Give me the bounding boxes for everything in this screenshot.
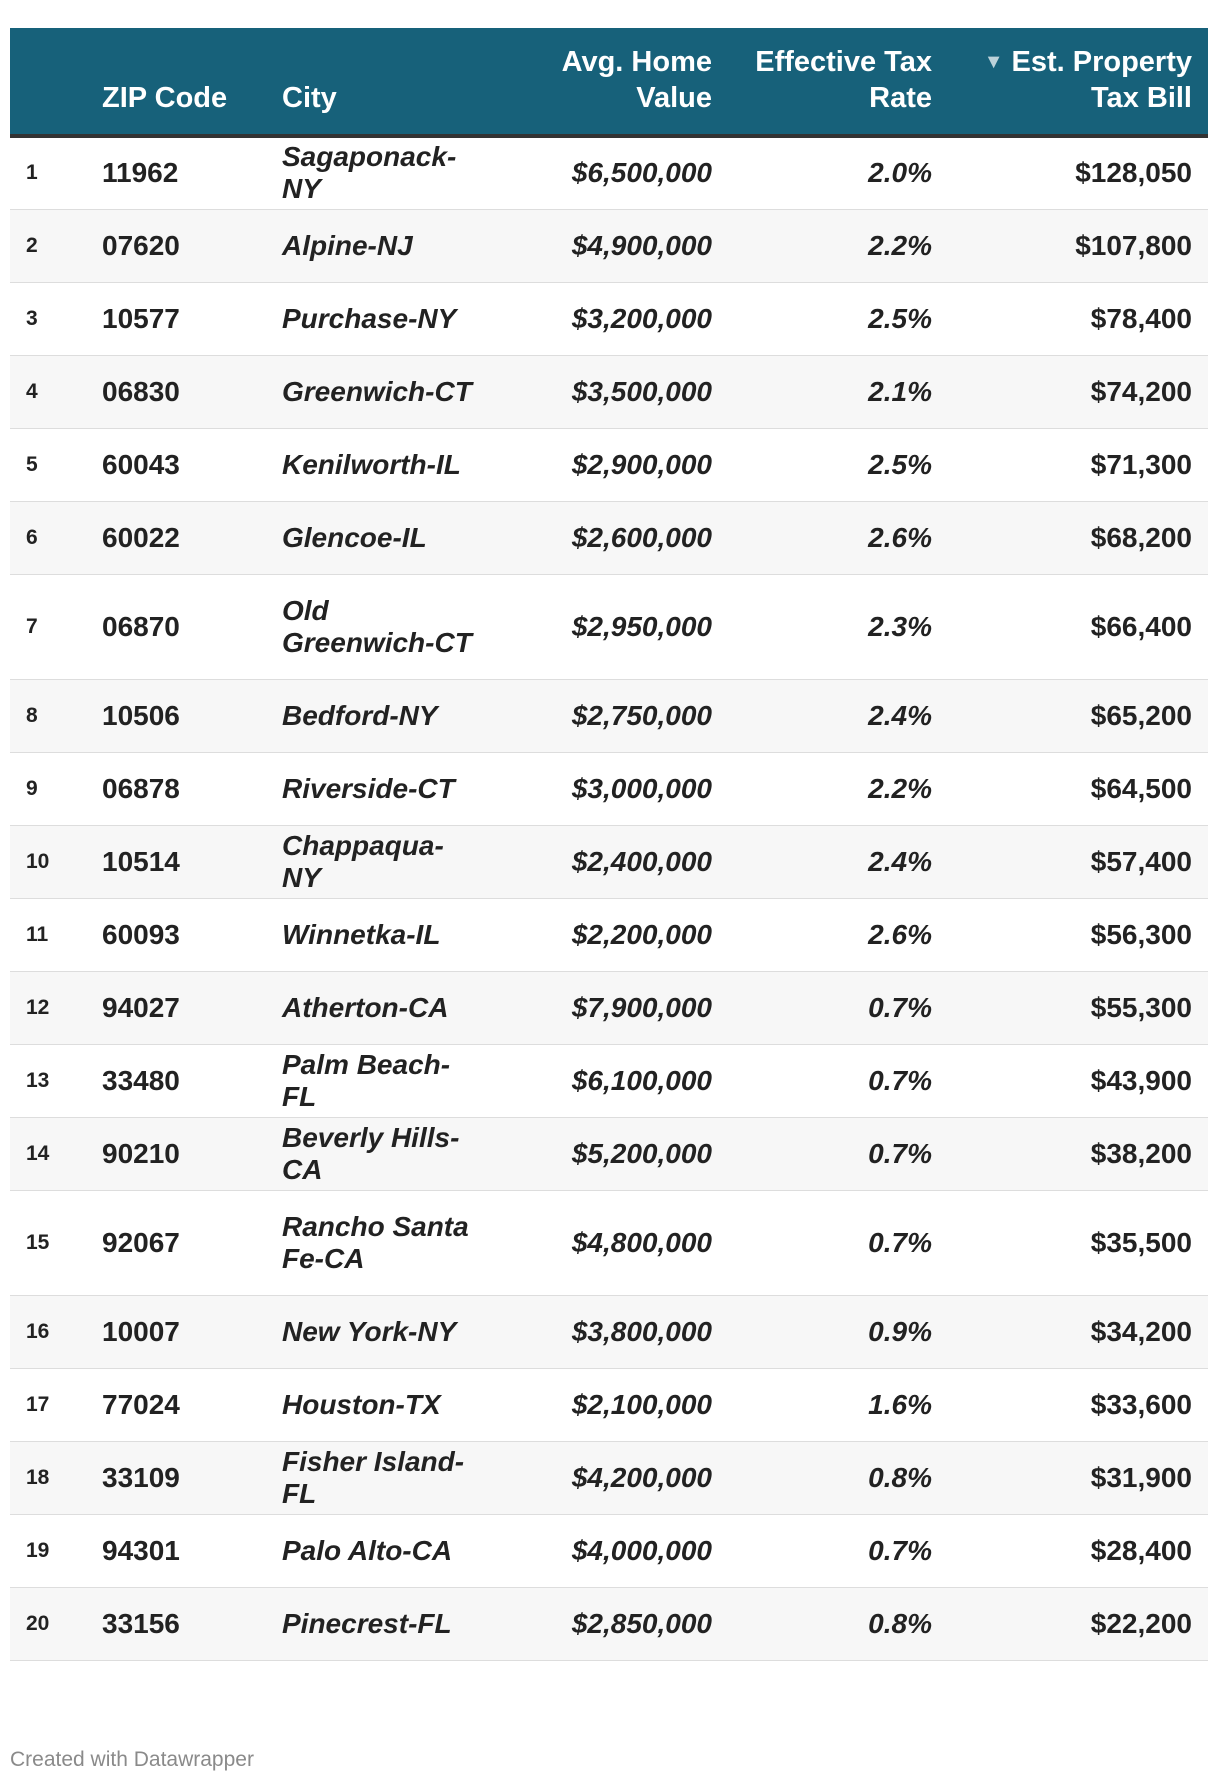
- table-row: [10, 1190, 1208, 1295]
- city-name: Palo Alto-CA: [282, 1534, 453, 1566]
- zip-cell: 77024: [86, 1368, 266, 1441]
- table-row: [10, 1587, 1208, 1660]
- tax-rate-cell: 2.6%: [728, 898, 948, 971]
- zip-cell: 33156: [86, 1587, 266, 1660]
- zip-cell: 33480: [86, 1044, 266, 1117]
- home-value-cell: $2,100,000: [492, 1368, 728, 1441]
- home-value-cell: $2,400,000: [492, 825, 728, 898]
- zip-cell: 11962: [86, 136, 266, 209]
- table-row: [10, 574, 1208, 679]
- table-row: [10, 1295, 1208, 1368]
- city-name: Fisher Island-FL: [282, 1445, 465, 1509]
- footer-credit: Created with Datawrapper: [10, 1748, 254, 1771]
- tax-bill-cell: $65,200: [948, 679, 1208, 752]
- tax-rate-cell: 1.6%: [728, 1368, 948, 1441]
- tax-bill-cell: $66,400: [948, 574, 1208, 679]
- data-table-container: [10, 28, 1208, 1661]
- column-header-tax-rate-label: Effective Tax Rate: [755, 46, 932, 114]
- city-cell: [266, 1441, 492, 1514]
- zip-cell: 10514: [86, 825, 266, 898]
- tax-bill-cell: $35,500: [948, 1190, 1208, 1295]
- tax-bill-cell: $33,600: [948, 1368, 1208, 1441]
- home-value-cell: $7,900,000: [492, 971, 728, 1044]
- table-row: [10, 898, 1208, 971]
- home-value-cell: $4,800,000: [492, 1190, 728, 1295]
- home-value-cell: $3,200,000: [492, 282, 728, 355]
- home-value-cell: $6,500,000: [492, 136, 728, 209]
- tax-rate-cell: 0.9%: [728, 1295, 948, 1368]
- tax-rate-cell: 0.7%: [728, 971, 948, 1044]
- table-row: [10, 1044, 1208, 1117]
- column-header-tax-bill-label: Est. Property Tax Bill: [1011, 46, 1192, 114]
- zip-cell: 10007: [86, 1295, 266, 1368]
- zip-cell: 60043: [86, 428, 266, 501]
- table-body: [10, 136, 1208, 1660]
- tax-rate-cell: 0.7%: [728, 1514, 948, 1587]
- tax-bill-cell: $31,900: [948, 1441, 1208, 1514]
- tax-rate-cell: 2.4%: [728, 825, 948, 898]
- tax-rate-cell: 0.8%: [728, 1587, 948, 1660]
- city-cell: [266, 209, 492, 282]
- home-value-cell: $5,200,000: [492, 1117, 728, 1190]
- city-name: Kenilworth-IL: [282, 448, 461, 480]
- tax-bill-cell: $64,500: [948, 752, 1208, 825]
- tax-bill-cell: $71,300: [948, 428, 1208, 501]
- rank-cell: 10: [10, 825, 86, 898]
- city-name: Alpine-NJ: [282, 229, 413, 261]
- city-name: Beverly Hills-CA: [282, 1121, 460, 1185]
- tax-bill-cell: $107,800: [948, 209, 1208, 282]
- table-row: [10, 825, 1208, 898]
- tax-rate-cell: 0.8%: [728, 1441, 948, 1514]
- home-value-cell: $4,900,000: [492, 209, 728, 282]
- home-value-cell: $4,200,000: [492, 1441, 728, 1514]
- city-name: Old Greenwich-CT: [282, 594, 472, 658]
- city-cell: [266, 1190, 492, 1295]
- city-cell: [266, 1295, 492, 1368]
- city-name: Chappaqua-NY: [282, 829, 444, 893]
- city-name: Pinecrest-FL: [282, 1607, 452, 1639]
- table-header-row: [10, 28, 1208, 136]
- table-row: [10, 1117, 1208, 1190]
- city-cell: [266, 898, 492, 971]
- zip-cell: 33109: [86, 1441, 266, 1514]
- tax-bill-cell: $56,300: [948, 898, 1208, 971]
- city-cell: [266, 1514, 492, 1587]
- table-row: [10, 679, 1208, 752]
- tax-bill-cell: $57,400: [948, 825, 1208, 898]
- rank-cell: 13: [10, 1044, 86, 1117]
- city-cell: [266, 1044, 492, 1117]
- city-name: New York-NY: [282, 1315, 457, 1347]
- table-row: [10, 1514, 1208, 1587]
- city-name: Riverside-CT: [282, 772, 455, 804]
- table-row: [10, 1368, 1208, 1441]
- zip-cell: 10577: [86, 282, 266, 355]
- home-value-cell: $3,500,000: [492, 355, 728, 428]
- city-cell: [266, 679, 492, 752]
- home-value-cell: $2,850,000: [492, 1587, 728, 1660]
- rank-cell: 9: [10, 752, 86, 825]
- rank-cell: 19: [10, 1514, 86, 1587]
- table-row: [10, 752, 1208, 825]
- city-name: Atherton-CA: [282, 991, 449, 1023]
- tax-rate-cell: 2.1%: [728, 355, 948, 428]
- city-name: Glencoe-IL: [282, 521, 427, 553]
- tax-rate-cell: 2.0%: [728, 136, 948, 209]
- rank-cell: 16: [10, 1295, 86, 1368]
- city-cell: [266, 574, 492, 679]
- column-header-city[interactable]: City: [266, 28, 492, 136]
- table-row: [10, 501, 1208, 574]
- rank-cell: 2: [10, 209, 86, 282]
- zip-cell: 90210: [86, 1117, 266, 1190]
- property-tax-table: [10, 28, 1208, 1661]
- tax-rate-cell: 2.5%: [728, 428, 948, 501]
- tax-rate-cell: 2.5%: [728, 282, 948, 355]
- tax-bill-cell: $22,200: [948, 1587, 1208, 1660]
- city-name: Houston-TX: [282, 1388, 441, 1420]
- tax-rate-cell: 2.3%: [728, 574, 948, 679]
- rank-cell: 8: [10, 679, 86, 752]
- city-name: Winnetka-IL: [282, 918, 441, 950]
- rank-cell: 4: [10, 355, 86, 428]
- city-cell: [266, 282, 492, 355]
- zip-cell: 07620: [86, 209, 266, 282]
- zip-cell: 60093: [86, 898, 266, 971]
- tax-bill-cell: $68,200: [948, 501, 1208, 574]
- table-row: [10, 355, 1208, 428]
- table-row: [10, 209, 1208, 282]
- zip-cell: 94027: [86, 971, 266, 1044]
- city-cell: [266, 136, 492, 209]
- sort-descending-icon: ▼: [983, 51, 1004, 73]
- zip-cell: 06870: [86, 574, 266, 679]
- home-value-cell: $4,000,000: [492, 1514, 728, 1587]
- tax-bill-cell: $128,050: [948, 136, 1208, 209]
- rank-cell: 14: [10, 1117, 86, 1190]
- rank-cell: 17: [10, 1368, 86, 1441]
- rank-cell: 5: [10, 428, 86, 501]
- home-value-cell: $2,200,000: [492, 898, 728, 971]
- rank-cell: 12: [10, 971, 86, 1044]
- tax-bill-cell: $74,200: [948, 355, 1208, 428]
- city-name: Greenwich-CT: [282, 375, 472, 407]
- rank-cell: 11: [10, 898, 86, 971]
- zip-cell: 10506: [86, 679, 266, 752]
- table-row: [10, 136, 1208, 209]
- tax-bill-cell: $78,400: [948, 282, 1208, 355]
- city-cell: [266, 752, 492, 825]
- rank-cell: 20: [10, 1587, 86, 1660]
- city-name: Rancho Santa Fe-CA: [282, 1210, 469, 1274]
- tax-rate-cell: 0.7%: [728, 1117, 948, 1190]
- city-name: Sagaponack-NY: [282, 141, 457, 205]
- tax-bill-cell: $34,200: [948, 1295, 1208, 1368]
- zip-cell: 06830: [86, 355, 266, 428]
- city-name: Bedford-NY: [282, 699, 438, 731]
- city-cell: [266, 1368, 492, 1441]
- column-header-rank[interactable]: [10, 28, 86, 136]
- column-header-home-value[interactable]: [492, 28, 728, 136]
- tax-bill-cell: $55,300: [948, 971, 1208, 1044]
- rank-cell: 3: [10, 282, 86, 355]
- zip-cell: 92067: [86, 1190, 266, 1295]
- tax-bill-cell: $28,400: [948, 1514, 1208, 1587]
- city-name: Palm Beach-FL: [282, 1048, 451, 1112]
- city-cell: [266, 825, 492, 898]
- column-header-tax-rate[interactable]: [728, 28, 948, 136]
- zip-cell: 94301: [86, 1514, 266, 1587]
- column-header-home-value-label: Avg. Home Value: [561, 46, 712, 114]
- home-value-cell: $6,100,000: [492, 1044, 728, 1117]
- rank-cell: 7: [10, 574, 86, 679]
- city-cell: [266, 355, 492, 428]
- tax-rate-cell: 0.7%: [728, 1190, 948, 1295]
- city-cell: [266, 1117, 492, 1190]
- table-row: [10, 282, 1208, 355]
- tax-rate-cell: 2.4%: [728, 679, 948, 752]
- tax-bill-cell: $38,200: [948, 1117, 1208, 1190]
- home-value-cell: $2,900,000: [492, 428, 728, 501]
- tax-rate-cell: 2.6%: [728, 501, 948, 574]
- rank-cell: 1: [10, 136, 86, 209]
- rank-cell: 18: [10, 1441, 86, 1514]
- zip-cell: 06878: [86, 752, 266, 825]
- home-value-cell: $2,950,000: [492, 574, 728, 679]
- column-header-zip[interactable]: ZIP Code: [86, 28, 266, 136]
- tax-rate-cell: 0.7%: [728, 1044, 948, 1117]
- city-cell: [266, 428, 492, 501]
- home-value-cell: $3,000,000: [492, 752, 728, 825]
- tax-rate-cell: 2.2%: [728, 209, 948, 282]
- table-row: [10, 1441, 1208, 1514]
- city-cell: [266, 971, 492, 1044]
- table-row: [10, 428, 1208, 501]
- column-header-tax-bill[interactable]: [948, 28, 1208, 136]
- tax-bill-cell: $43,900: [948, 1044, 1208, 1117]
- home-value-cell: $3,800,000: [492, 1295, 728, 1368]
- rank-cell: 15: [10, 1190, 86, 1295]
- city-cell: [266, 1587, 492, 1660]
- home-value-cell: $2,600,000: [492, 501, 728, 574]
- table-row: [10, 971, 1208, 1044]
- zip-cell: 60022: [86, 501, 266, 574]
- rank-cell: 6: [10, 501, 86, 574]
- tax-rate-cell: 2.2%: [728, 752, 948, 825]
- home-value-cell: $2,750,000: [492, 679, 728, 752]
- city-cell: [266, 501, 492, 574]
- city-name: Purchase-NY: [282, 302, 457, 334]
